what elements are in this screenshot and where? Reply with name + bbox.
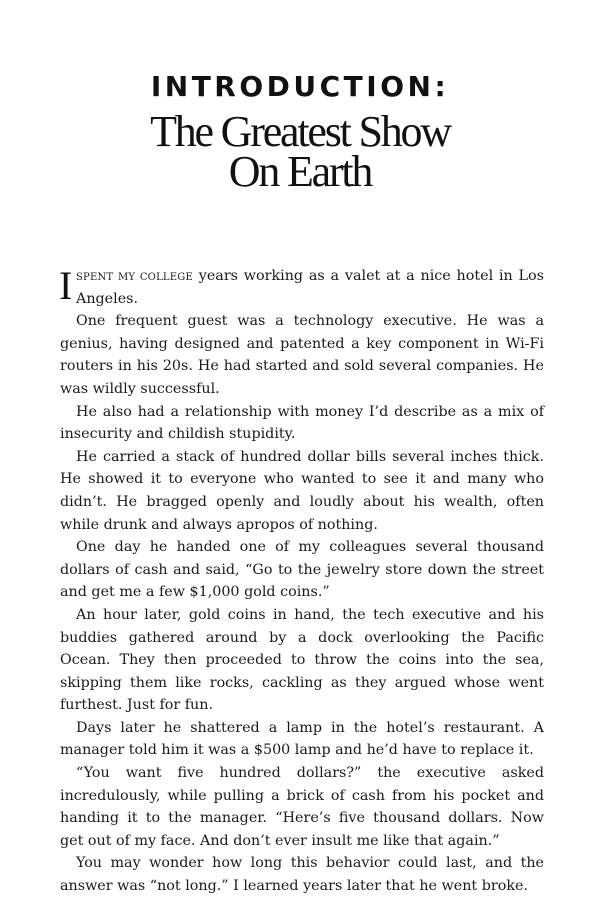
text-line: incredulously, while pulling a brick of cash from his pocket and bbox=[60, 787, 544, 804]
text-line: Angeles. bbox=[76, 290, 139, 307]
text-line: didn’t. He bragged openly and loudly about his wealth, often bbox=[60, 493, 544, 510]
drop-cap: I bbox=[59, 263, 73, 308]
text-line: was wildly successful. bbox=[60, 380, 220, 397]
chapter-title-line-2: On Earth bbox=[228, 147, 372, 196]
body-text bbox=[60, 265, 544, 898]
text-line: One frequent guest was a technology executive. He was a bbox=[76, 313, 544, 330]
text-line bbox=[76, 265, 544, 288]
text-line: get out of my face. And don’t ever insult me like that again.” bbox=[60, 832, 500, 849]
paragraph-2 bbox=[60, 310, 544, 400]
chapter-kicker: INTRODUCTION: bbox=[150, 70, 450, 103]
text-line: One day he handed one of my colleagues several thousand bbox=[76, 539, 544, 556]
paragraph-4 bbox=[60, 446, 544, 536]
text-line: dollars of cash and said, “Go to the jewelry store down the street bbox=[60, 561, 544, 578]
paragraph-8 bbox=[60, 762, 544, 852]
text-line: insecurity and childish stupidity. bbox=[60, 426, 296, 443]
text-line: routers in his 20s. He had started and sold several companies. He bbox=[60, 358, 544, 375]
text-line: skipping them like rocks, cackling as they argued whose went bbox=[60, 674, 544, 691]
chapter-title-line-1: The Greatest Show bbox=[150, 107, 450, 156]
text-line: He showed it to everyone who wanted to see it and many who bbox=[60, 471, 544, 488]
text-line: manager told him it was a $500 lamp and he’d have to replace it. bbox=[60, 742, 534, 759]
text-line: Ocean. They then proceeded to throw the coins into the sea, bbox=[60, 652, 544, 669]
text-line: genius, having designed and patented a key component in Wi-Fi bbox=[60, 335, 544, 352]
paragraph-5 bbox=[60, 536, 544, 604]
text-line: and get me a few $1,000 gold coins.” bbox=[60, 584, 330, 601]
paragraph-6 bbox=[60, 604, 544, 717]
small-caps-lead: SPENT MY COLLEGE bbox=[76, 272, 193, 283]
paragraph-1 bbox=[60, 265, 544, 310]
text-line: handing it to the manager. “Here’s five thousand dollars. Now bbox=[60, 810, 544, 827]
text-line: “You want five hundred dollars?” the executive asked bbox=[76, 765, 544, 782]
text-span: years working as a valet at a nice hotel in Los bbox=[192, 268, 544, 284]
text-line: while drunk and always apropos of nothing. bbox=[60, 516, 378, 533]
paragraph-3 bbox=[60, 401, 544, 446]
chapter-title bbox=[0, 107, 600, 196]
text-line: An hour later, gold coins in hand, the tech executive and his bbox=[76, 606, 544, 623]
text-line: You may wonder how long this behavior could last, and the bbox=[76, 855, 544, 872]
text-line: buddies gathered around by a dock overlooking the Pacific bbox=[60, 629, 544, 646]
text-line: answer was “not long.” I learned years later that he went broke. bbox=[60, 878, 528, 895]
text-line: Days later he shattered a lamp in the hotel’s restaurant. A bbox=[76, 719, 544, 736]
text-line: He also had a relationship with money I’d describe as a mix of bbox=[76, 403, 544, 420]
paragraph-9 bbox=[60, 852, 544, 897]
paragraph-7 bbox=[60, 717, 544, 762]
text-line: furthest. Just for fun. bbox=[60, 697, 214, 714]
text-line: He carried a stack of hundred dollar bills several inches thick. bbox=[76, 448, 544, 465]
